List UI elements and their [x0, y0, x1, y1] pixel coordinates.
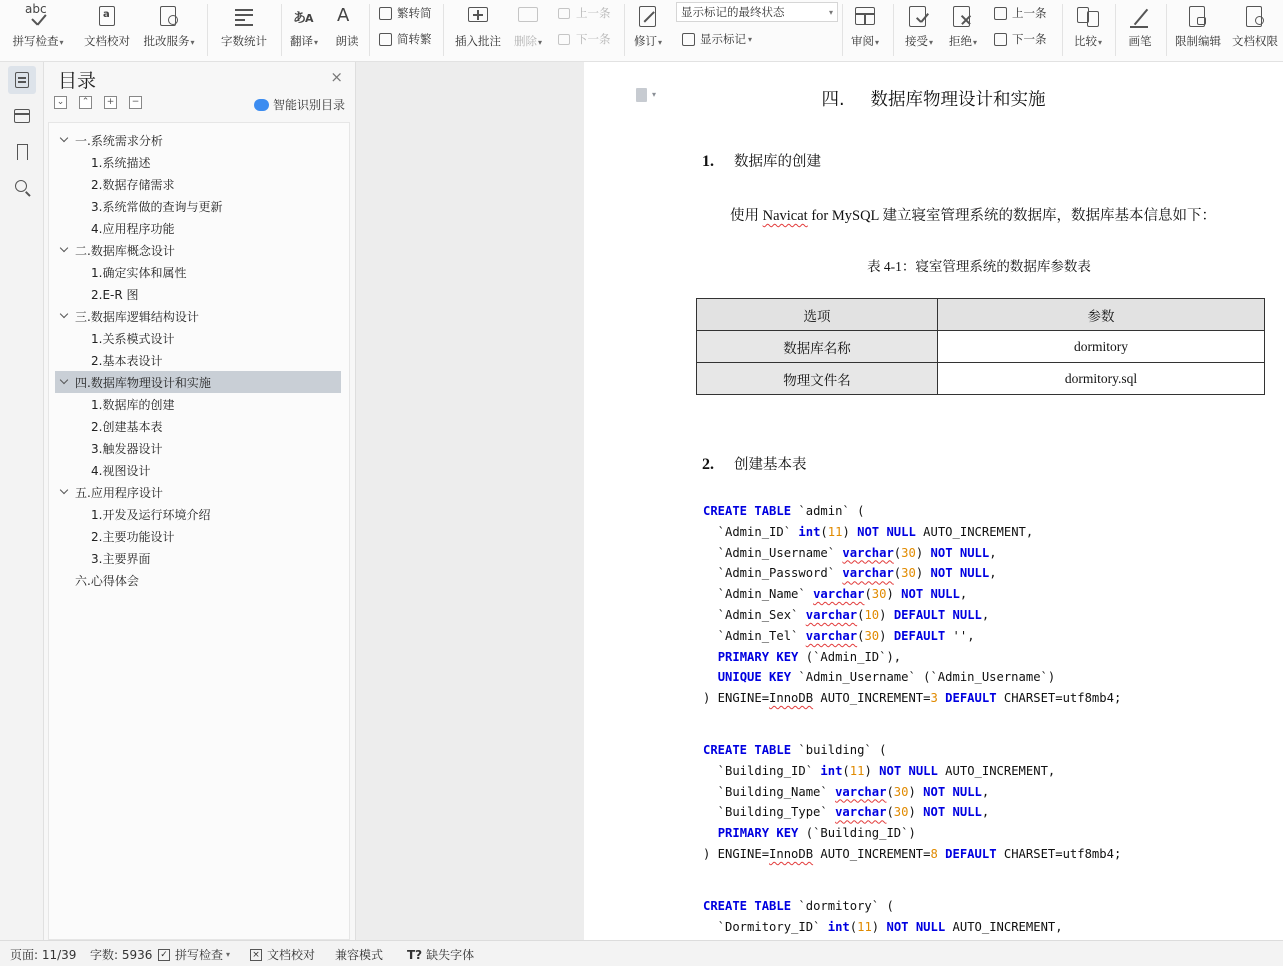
code-token: int — [798, 524, 821, 539]
code-token: CREATE — [703, 504, 748, 518]
toc-item-label: 2.E-R 图 — [91, 287, 139, 302]
code-token: AUTO_INCREMENT, — [945, 919, 1063, 934]
chevron-down-icon[interactable] — [59, 134, 71, 146]
table-row — [697, 331, 1265, 363]
toc-collapse-icon[interactable]: ⌄ — [54, 96, 67, 109]
toc-item-label: 2.数据存储需求 — [91, 177, 175, 192]
toc-section-item[interactable] — [55, 349, 341, 371]
code-token: UNIQUE KEY — [717, 670, 792, 685]
code-token: ) — [915, 545, 931, 560]
delete-comment-button[interactable]: 删除▾ — [510, 0, 546, 62]
code-token: CREATE — [703, 743, 748, 757]
toc-section-item[interactable] — [55, 195, 341, 217]
smart-toc-button[interactable]: 智能识别目录 — [254, 96, 345, 113]
chevron-down-icon[interactable] — [59, 376, 71, 388]
code-token: NOT NULL — [857, 524, 916, 539]
bookmark-nav-button[interactable] — [8, 138, 36, 166]
code-token: 11 — [857, 919, 872, 934]
code-token: , — [981, 607, 990, 622]
code-token: `Admin_Tel` — [703, 628, 806, 643]
code-line — [703, 626, 1121, 647]
table-cell: dormitory.sql — [938, 363, 1265, 395]
translate-icon: あ A — [293, 11, 314, 26]
table-cell: 物理文件名 — [697, 363, 938, 395]
read-aloud-icon: A — [337, 5, 350, 26]
toc-expand-icon[interactable]: ⌃ — [79, 96, 92, 109]
code-token: ( — [893, 545, 902, 560]
code-token: int — [820, 763, 843, 778]
toc-item-label: 二.数据库概念设计 — [75, 243, 175, 258]
code-token: `admin` ( — [791, 504, 865, 518]
comment-plus-icon — [465, 4, 491, 30]
code-token: 8 — [930, 846, 938, 861]
code-token: AUTO_INCREMENT= — [813, 846, 931, 861]
code-line — [703, 740, 1121, 761]
toc-remove-icon[interactable]: − — [129, 96, 142, 109]
code-token: NOT NULL — [923, 805, 982, 820]
review-button[interactable]: 审阅▾ — [846, 0, 884, 62]
document-margin — [356, 62, 584, 940]
chevron-down-icon[interactable] — [59, 486, 71, 498]
toc-section-item[interactable] — [55, 459, 341, 481]
code-token: ) ENGINE= — [703, 846, 770, 861]
code-token: ( — [864, 587, 872, 602]
code-token: NOT NULL — [930, 566, 990, 581]
word-count-button[interactable]: 字数统计 — [214, 0, 274, 62]
doc-permission-button[interactable]: 文档权限 — [1228, 0, 1282, 62]
code-token: NOT NULL — [930, 545, 990, 560]
spell-check-icon: ✓ — [158, 949, 170, 961]
code-token: ) — [908, 784, 924, 799]
toc-list — [48, 122, 350, 940]
code-token: AUTO_INCREMENT, — [937, 763, 1056, 778]
outline-icon — [14, 109, 30, 123]
toc-item-label: 2.主要功能设计 — [91, 529, 175, 544]
table-cell: dormitory — [938, 331, 1265, 363]
code-token: ) ENGINE= — [703, 691, 770, 706]
code-token: , — [959, 587, 968, 602]
toc-chapter-item[interactable] — [55, 371, 341, 393]
toc-section-item[interactable] — [55, 503, 341, 525]
code-block-building — [703, 740, 1121, 865]
code-token: , — [989, 566, 997, 581]
toc-item-label: 2.基本表设计 — [91, 353, 163, 368]
code-token: varchar — [842, 545, 894, 560]
next-comment-button[interactable]: 下一条 — [556, 28, 611, 50]
toc-item-label: 一.系统需求分析 — [75, 133, 163, 148]
code-token: 30 — [901, 566, 916, 581]
toc-section-item[interactable] — [55, 393, 341, 415]
table-header-row — [697, 299, 1265, 331]
intro-paragraph: 使用 Navicat for MySQL 建立寝室管理系统的数据库，数据库基本信息如下： — [730, 208, 1216, 224]
document-page — [584, 62, 1283, 940]
compare-button[interactable]: 比较▾ — [1068, 0, 1108, 62]
code-token: NOT NULL — [923, 784, 982, 799]
code-token: ) — [871, 919, 887, 934]
revise-pencil-icon — [635, 4, 661, 30]
simp-trad-icon — [377, 31, 394, 48]
lock-doc-icon — [1185, 4, 1211, 30]
toc-item-label: 三.数据库逻辑结构设计 — [75, 309, 199, 324]
next-change-button[interactable]: 下一条 — [992, 28, 1047, 50]
word-count-icon — [231, 4, 257, 30]
table-caption: 表 4-1：寝室管理系统的数据库参数表 — [867, 259, 1091, 274]
toc-section-item[interactable] — [55, 217, 341, 239]
side-nav-strip — [0, 62, 44, 940]
code-token: 30 — [871, 587, 887, 602]
doc-proof-icon: a — [94, 4, 120, 30]
code-token: varchar — [813, 587, 865, 602]
code-token: NOT NULL — [901, 587, 960, 602]
toc-item-label: 四.数据库物理设计和实施 — [75, 375, 211, 390]
toc-title: 目录 — [58, 70, 97, 92]
trad-simp-icon — [377, 5, 394, 22]
code-token: varchar — [835, 784, 887, 799]
status-doc-proof[interactable]: × 文档校对 — [250, 946, 315, 963]
chevron-down-icon[interactable] — [59, 244, 71, 256]
code-line — [703, 844, 1121, 865]
code-token: CHARSET=utf8mb4; — [996, 846, 1122, 861]
revise-service-icon — [156, 4, 182, 30]
code-token: `Building_ID` — [703, 763, 821, 778]
toc-section-item[interactable] — [55, 283, 341, 305]
compat-mode: 兼容模式 — [335, 948, 384, 962]
code-line — [703, 667, 1121, 688]
code-line — [703, 782, 1121, 803]
prev-change-button[interactable]: 上一条 — [992, 2, 1047, 24]
code-token: , — [981, 805, 990, 820]
prev-icon — [556, 5, 573, 22]
code-line — [703, 761, 1121, 782]
code-token: `Admin_Sex` — [703, 607, 806, 622]
toc-item-label: 五.应用程序设计 — [75, 485, 163, 500]
prev-comment-button[interactable]: 上一条 — [556, 2, 611, 24]
toc-section-item[interactable] — [55, 173, 341, 195]
accept-icon — [906, 4, 932, 30]
show-markup-button[interactable]: 显示标记 ▾ — [680, 28, 752, 50]
toc-chapter-item[interactable] — [55, 305, 341, 327]
code-line — [703, 605, 1121, 626]
code-token: 30 — [893, 784, 909, 799]
code-token: ( — [849, 919, 858, 934]
code-token: ( — [842, 763, 850, 778]
reject-icon — [950, 4, 976, 30]
toc-section-item[interactable] — [55, 525, 341, 547]
read-aloud-button[interactable]: A 朗读 — [335, 5, 359, 48]
code-token: 30 — [864, 628, 880, 643]
toc-item-label: 1.数据库的创建 — [91, 397, 175, 412]
code-token: 11 — [827, 524, 843, 539]
doc-proof-button[interactable]: a 文档校对 — [78, 0, 136, 62]
outline-nav-button[interactable] — [8, 102, 36, 130]
code-token: ) — [842, 524, 858, 539]
accept-button[interactable]: 接受▾ — [900, 0, 938, 62]
code-token: AUTO_INCREMENT, — [915, 524, 1034, 539]
code-token: `Admin_ID` — [703, 524, 799, 539]
toc-item-label: 1.开发及运行环境介绍 — [91, 507, 211, 522]
code-line — [703, 688, 1121, 709]
toc-item-label: 2.创建基本表 — [91, 419, 163, 434]
toc-item-label: 1.系统描述 — [91, 155, 151, 170]
code-line — [703, 917, 1063, 938]
code-line — [703, 584, 1121, 605]
code-token: TABLE — [754, 504, 792, 518]
toc-section-item[interactable] — [55, 547, 341, 569]
toc-nav-button[interactable] — [8, 66, 36, 94]
code-token: '', — [945, 628, 975, 643]
code-token: ) — [908, 805, 924, 820]
code-token: ( — [886, 784, 894, 799]
code-token: ( — [857, 628, 865, 643]
status-spell-check[interactable]: ✓ 拼写检查 ▾ — [158, 946, 230, 963]
code-token: (`Admin_ID`), — [798, 649, 902, 664]
spell-check-icon: abc — [25, 4, 51, 30]
translate-button[interactable]: あ A 翻译▾ — [286, 0, 322, 62]
next-change-icon — [992, 31, 1009, 48]
toc-item-label: 4.应用程序功能 — [91, 221, 175, 236]
prev-change-icon — [992, 5, 1009, 22]
page-menu-icon[interactable]: ▾ — [636, 88, 662, 102]
toc-panel — [44, 62, 356, 940]
code-token: varchar — [835, 805, 887, 820]
trad-to-simp-button[interactable]: 繁转简 — [377, 2, 432, 24]
toc-tools — [54, 96, 142, 109]
code-line — [703, 501, 1121, 522]
permission-doc-icon — [1242, 4, 1268, 30]
table-header-cell: 选项 — [697, 299, 938, 331]
markup-state-select[interactable]: 显示标记的最终状态 ▾ — [676, 2, 838, 22]
code-token: PRIMARY KEY — [717, 649, 799, 664]
toc-item-label: 六.心得体会 — [75, 573, 139, 588]
code-token — [703, 650, 718, 664]
chevron-down-icon: ▾ — [828, 7, 833, 17]
simp-to-trad-button[interactable]: 简转繁 — [377, 28, 432, 50]
toc-item-label: 3.主要界面 — [91, 551, 151, 566]
code-line — [703, 563, 1121, 584]
code-token: ) — [915, 566, 931, 581]
code-line — [703, 543, 1121, 564]
code-token: `dormitory` ( — [791, 899, 894, 913]
code-token: int — [827, 919, 850, 934]
code-token: ( — [820, 524, 828, 539]
code-token: `Dormitory_ID` — [703, 919, 828, 934]
heading-db-creation: 1. 数据库的创建 — [702, 153, 821, 170]
word-count-indicator[interactable]: 字数: 5936 — [90, 948, 153, 962]
doc-proof-icon: × — [250, 949, 262, 961]
code-token: 10 — [864, 607, 880, 622]
code-token: TABLE — [754, 743, 792, 757]
code-token — [703, 670, 718, 684]
pen-button[interactable]: 画笔 — [1122, 0, 1158, 62]
code-token: ( — [893, 566, 902, 581]
code-line — [703, 823, 1121, 844]
code-token — [703, 826, 718, 840]
table-cell: 数据库名称 — [697, 331, 938, 363]
compare-icon — [1075, 4, 1101, 30]
search-icon — [15, 180, 27, 192]
code-token: TABLE — [754, 899, 792, 913]
bookmark-icon — [17, 144, 28, 160]
toc-item-label: 3.系统常做的查询与更新 — [91, 199, 223, 214]
status-bar — [0, 940, 1283, 966]
code-token: ( — [857, 607, 865, 622]
code-token: 30 — [901, 545, 916, 560]
page-indicator[interactable]: 页面: 11/39 — [10, 948, 77, 962]
show-markup-icon — [680, 31, 697, 48]
code-token: `Building_Name` — [703, 784, 836, 799]
ribbon-toolbar — [0, 0, 1283, 62]
toc-section-item[interactable] — [55, 327, 341, 349]
reject-button[interactable]: 拒绝▾ — [944, 0, 982, 62]
missing-font-button[interactable]: T? 缺失字体 — [407, 947, 475, 962]
code-token: InnoDB — [769, 691, 814, 706]
code-token: DEFAULT NULL — [893, 607, 982, 622]
code-token: 11 — [849, 763, 865, 778]
toc-chapter-item[interactable] — [55, 481, 341, 503]
review-icon — [852, 4, 878, 30]
code-token: DEFAULT — [945, 846, 997, 861]
robot-icon — [254, 99, 269, 111]
code-token: (`Building_ID`) — [798, 826, 916, 841]
code-token: PRIMARY KEY — [717, 826, 799, 841]
code-token: CHARSET=utf8mb4; — [996, 691, 1122, 706]
code-block-admin — [703, 501, 1121, 709]
next-icon — [556, 31, 573, 48]
code-token: `Admin_Name` — [703, 587, 814, 602]
toc-section-item[interactable] — [55, 261, 341, 283]
code-token: AUTO_INCREMENT= — [813, 691, 931, 706]
db-params-table — [696, 298, 1265, 395]
code-line — [703, 896, 1063, 917]
heading-section-4: 四. 数据库物理设计和实施 — [821, 90, 1046, 110]
code-token: 3 — [930, 691, 938, 706]
spell-check-button[interactable]: abc 拼写检查▾ — [12, 2, 64, 48]
code-token: CREATE — [703, 899, 748, 913]
search-nav-button[interactable] — [8, 174, 36, 202]
code-token: varchar — [842, 566, 894, 581]
heading-create-tables: 2. 创建基本表 — [702, 456, 807, 473]
toc-chapter-item[interactable] — [55, 129, 341, 151]
table-row — [697, 363, 1265, 395]
toc-item-label: 1.确定实体和属性 — [91, 265, 187, 280]
code-token: , — [989, 545, 997, 560]
toc-section-item[interactable] — [55, 437, 341, 459]
toc-section-item[interactable] — [55, 151, 341, 173]
code-token: DEFAULT — [945, 691, 997, 706]
code-line — [703, 647, 1121, 668]
insert-comment-button[interactable]: 插入批注 — [450, 0, 506, 62]
code-token: ( — [886, 805, 894, 820]
code-token: `Admin_Username` — [703, 545, 843, 560]
code-block-dormitory — [703, 896, 1063, 938]
code-token: ) — [879, 607, 894, 622]
font-missing-icon: T? — [407, 947, 423, 962]
code-token: `Building_Type` — [703, 805, 836, 820]
revise-button[interactable]: 修订▾ — [630, 0, 666, 62]
code-token: InnoDB — [769, 846, 814, 861]
code-token: DEFAULT — [893, 628, 946, 643]
code-token: `Admin_Password` — [703, 566, 843, 581]
code-token: `Admin_Username` (`Admin_Username`) — [791, 670, 1056, 685]
toc-section-item[interactable] — [55, 415, 341, 437]
code-token: NOT NULL — [879, 763, 938, 778]
toc-list-icon — [15, 72, 29, 88]
delete-comment-icon — [515, 4, 541, 30]
code-line — [703, 522, 1121, 543]
revise-service-button[interactable]: 批改服务▾ — [138, 0, 200, 62]
code-token: 30 — [893, 805, 909, 820]
code-line — [703, 802, 1121, 823]
toc-chapter-item[interactable] — [55, 569, 341, 591]
code-token: `building` ( — [791, 743, 887, 757]
code-token: NOT NULL — [886, 919, 946, 934]
toc-item-label: 1.关系模式设计 — [91, 331, 175, 346]
table-header-cell: 参数 — [938, 299, 1265, 331]
code-token: varchar — [805, 628, 858, 643]
toc-add-icon[interactable]: + — [104, 96, 117, 109]
code-token: ) — [879, 628, 894, 643]
restrict-edit-button[interactable]: 限制编辑 — [1170, 0, 1226, 62]
close-icon[interactable]: × — [330, 68, 343, 86]
chevron-down-icon[interactable] — [59, 310, 71, 322]
code-token: , — [981, 784, 990, 799]
toc-item-label: 4.视图设计 — [91, 463, 151, 478]
pen-icon — [1127, 4, 1153, 30]
toc-item-label: 3.触发器设计 — [91, 441, 163, 456]
code-token: ) — [864, 763, 880, 778]
code-token: ) — [886, 587, 902, 602]
toc-chapter-item[interactable] — [55, 239, 341, 261]
code-token: varchar — [805, 607, 858, 622]
